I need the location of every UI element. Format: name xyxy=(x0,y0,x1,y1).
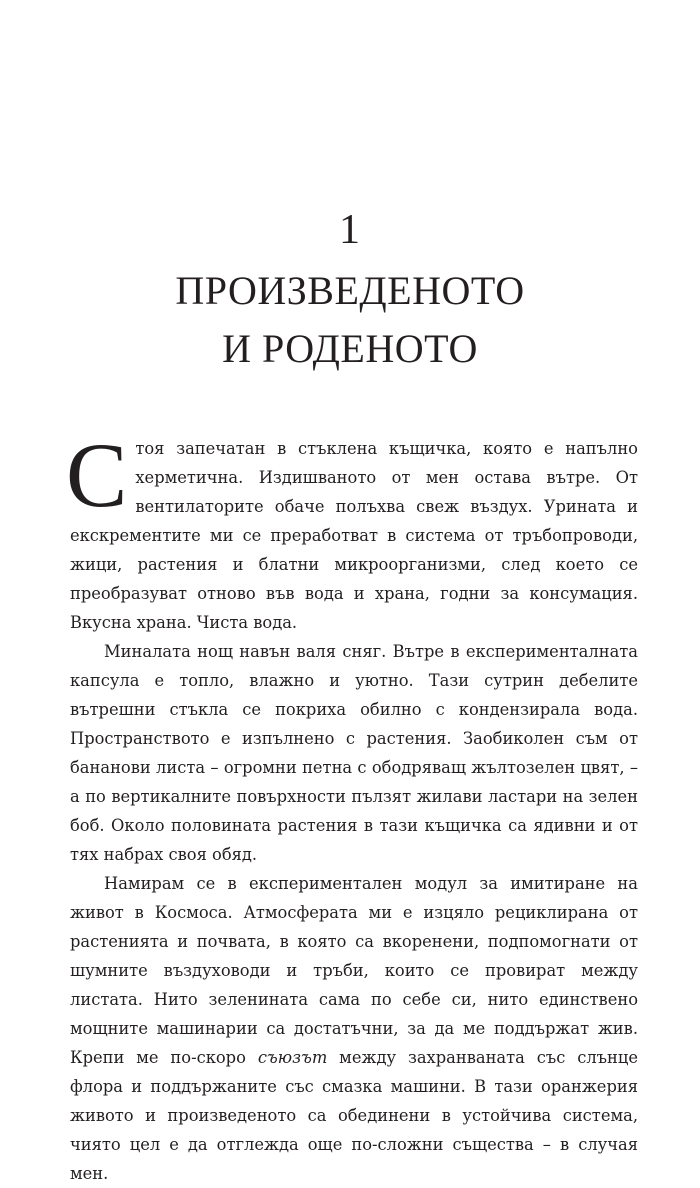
chapter-header xyxy=(0,208,700,378)
paragraph-3-text-start: Намирам се в експериментален модул за имитиране на живот в Космоса. Атмосферата ми е изцяло рециклирана от растенията и почвата, в която са вкоренени, подпомогнати от шумните въздуховоди и тръби, които се провират между листата. Нито зеленината сама по себе си, нито единствено мощните машинарии са достатъчни, за да ме поддържат жив. Крепи ме по-скоро xyxy=(70,874,638,1067)
paragraph-1-text: тоя запечатан в стъклена къщичка, която е напълно херметична. Издишваното от мен остава вътре. От вентилаторите обаче полъхва свеж въздух. Урината и екскрементите ми се преработват в система от тръбопроводи, жици, растения и блатни микроорганизми, след което се преобразуват отново във вода и храна, годни за консумация. Вкусна храна. Чиста вода. xyxy=(70,439,638,632)
paragraph-3 xyxy=(70,869,638,1188)
chapter-title-line-2: И РОДЕНОТО xyxy=(222,326,478,371)
paragraph-1 xyxy=(66,424,638,637)
chapter-title-line-1: ПРОИЗВЕДЕНОТО xyxy=(175,268,525,313)
drop-cap: С xyxy=(66,424,128,526)
paragraph-2: Миналата нощ навън валя сняг. Вътре в експерименталната капсула е топло, влажно и уютно. Тази сутрин дебелите вътрешни стъкла се покриха обилно с кондензирала вода. Пространството е изпълнено с растения. Заобиколен съм от бананови листа – огромни петна с ободряващ жълтозелен цвят, – а по вертикалните повърхности пълзят жилави ластари на зелен боб. Около половината растения в тази къщичка са ядивни и от тях набрах своя обяд. xyxy=(70,642,638,864)
chapter-number: 1 xyxy=(339,207,361,253)
chapter-title xyxy=(0,262,700,378)
paragraph-3-emphasis: съюзът xyxy=(257,1048,328,1067)
paragraph-3-text-end: между захранваната със слънце флора и поддържаните със смазка машини. В тази оранжерия живото и произведеното са обединени в устойчива система, чиято цел е да отглежда още по-сложни същества – в случая мен. xyxy=(70,1048,638,1183)
